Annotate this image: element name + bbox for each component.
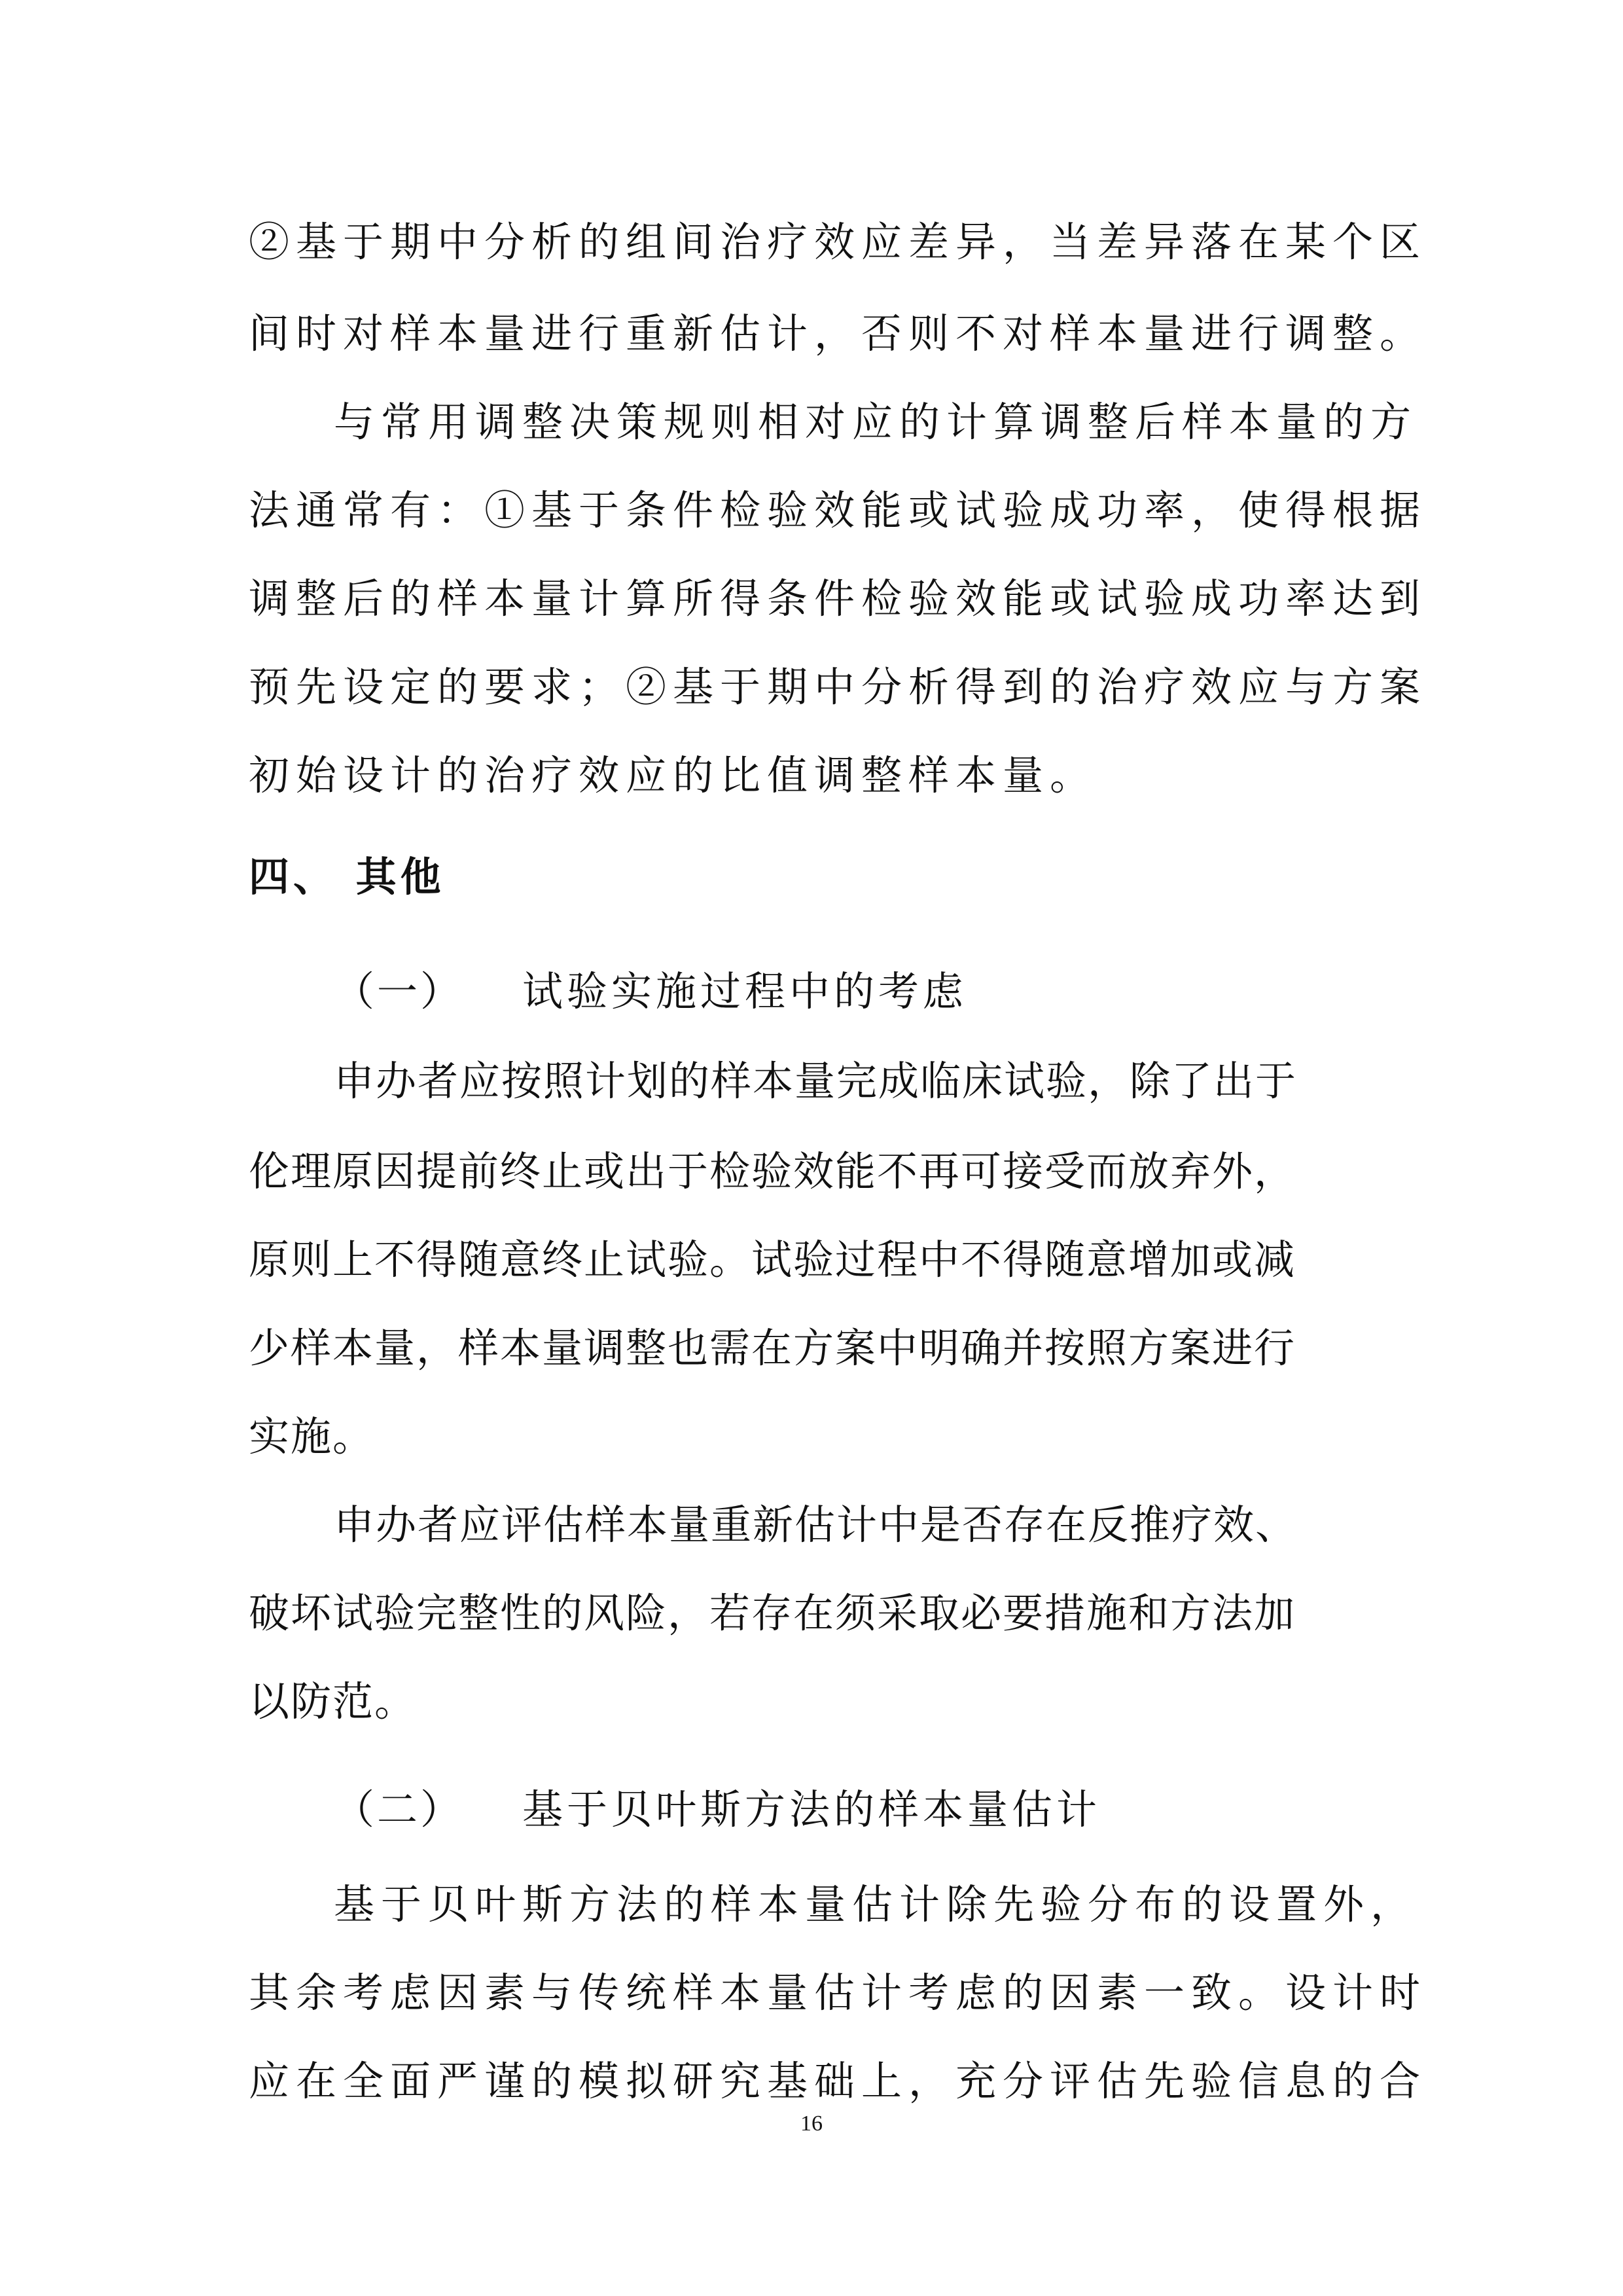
paragraph-line: 应在全面严谨的模拟研究基础上，充分评估先验信息的合 (249, 2057, 1427, 2105)
subsection-number: （二） (334, 1785, 464, 1833)
paragraph-line: 申办者应评估样本量重新估计中是否存在反推疗效、 (334, 1501, 1298, 1549)
paragraph-line: ②基于期中分析的组间治疗效应差异，当差异落在某个区 (249, 218, 1427, 266)
paragraph-line: 其余考虑因素与传统样本量估计考虑的因素一致。设计时 (249, 1969, 1427, 2017)
section-heading: 四、 其他 (249, 853, 445, 901)
paragraph-line: 法通常有：①基于条件检验效能或试验成功率，使得根据 (249, 486, 1427, 534)
paragraph-line: 与常用调整决策规则相对应的计算调整后样本量的方 (334, 398, 1418, 446)
subsection-title: 试验实施过程中的考虑 (522, 967, 968, 1015)
paragraph-line: 间时对样本量进行重新估计，否则不对样本量进行调整。 (249, 310, 1427, 357)
subsection-title: 基于贝叶斯方法的样本量估计 (522, 1785, 1101, 1833)
subsection-number: （一） (334, 967, 464, 1015)
subsection-heading (334, 965, 967, 1018)
paragraph-line: 破坏试验完整性的风险，若存在须采取必要措施和方法加 (249, 1589, 1296, 1637)
paragraph-line: 申办者应按照计划的样本量完成临床试验，除了出于 (334, 1057, 1298, 1105)
paragraph-line: 预先设定的要求；②基于期中分析得到的治疗效应与方案 (249, 663, 1427, 711)
paragraph-line: 原则上不得随意终止试验。试验过程中不得随意增加或减 (249, 1236, 1296, 1283)
paragraph-line: 少样本量，样本量调整也需在方案中明确并按照方案进行 (249, 1324, 1296, 1372)
paragraph-line: 以防范。 (249, 1677, 417, 1725)
paragraph-line: 基于贝叶斯方法的样本量估计除先验分布的设置外， (334, 1880, 1418, 1928)
paragraph-line: 调整后的样本量计算所得条件检验效能或试验成功率达到 (249, 575, 1427, 622)
subsection-heading (334, 1784, 1101, 1836)
page-number: 16 (800, 2111, 823, 2136)
paragraph-line: 实施。 (249, 1412, 375, 1460)
paragraph-line: 初始设计的治疗效应的比值调整样本量。 (249, 751, 1097, 799)
paragraph-line: 伦理原因提前终止或出于检验效能不再可接受而放弃外， (249, 1147, 1296, 1195)
